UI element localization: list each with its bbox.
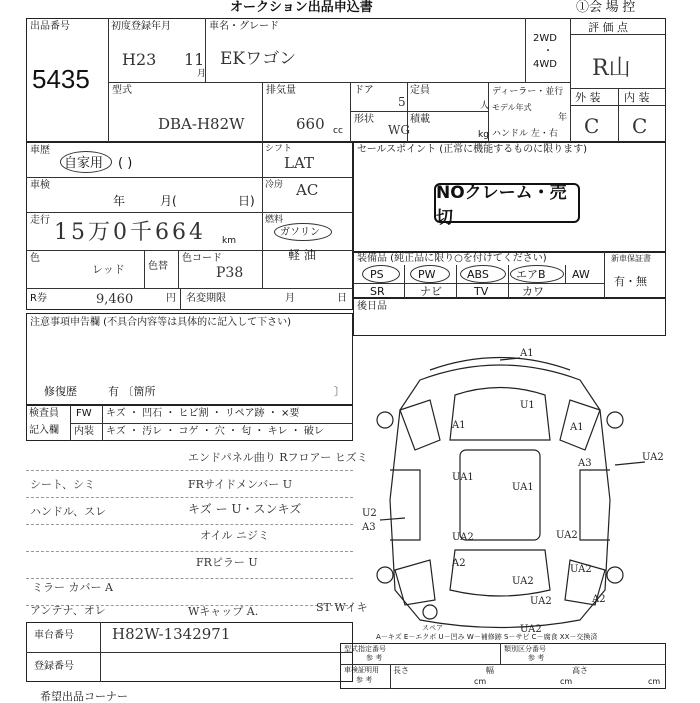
repair-history-close: 〕 (334, 385, 345, 398)
door-label: ドア (354, 85, 374, 96)
inspection-year: 年 (113, 194, 126, 208)
width-label: 幅 (486, 666, 494, 675)
recycle-value: 9,460 (96, 292, 134, 307)
equip-sr: SR (370, 285, 385, 298)
usage-value: 自家用 (64, 156, 104, 171)
capacity-label: 定員 (410, 85, 430, 96)
mark-right-fender: A1 (570, 422, 584, 433)
color-code-label: 色コード (182, 253, 222, 264)
load-label: 積載 (410, 114, 430, 125)
load-unit: kg (478, 130, 489, 140)
reference-label-2: 参 考 (528, 654, 545, 662)
fuel-label: 燃料 (265, 215, 284, 225)
drive-4wd: 4WD (533, 59, 557, 70)
ac-value: AC (296, 181, 319, 199)
mark-left-u2: U2 (362, 508, 377, 519)
height-label: 高さ (572, 666, 588, 675)
no-claim-stamp: NOクレーム・売切 (434, 183, 580, 223)
mileage-unit: km (222, 236, 236, 246)
name-change-day: 日 (337, 293, 347, 304)
footer-corner-label: 希望出品コーナー (40, 690, 128, 703)
model-year-label: モデル年式 (492, 103, 532, 112)
fuel-value: ガソリン (280, 227, 320, 238)
mark-left-door-1: UA1 (452, 472, 474, 483)
mark-left-quarter: A2 (452, 558, 466, 569)
equip-leather: カワ (522, 285, 544, 298)
color-code-value: P38 (216, 265, 244, 281)
note-line-9: アンテナ、オレ (30, 604, 106, 617)
equip-airbag: エアB (516, 268, 546, 281)
warranty-value: 有・無 (614, 275, 647, 288)
interior-items: キズ ・ 汚レ ・ コゲ ・ 穴 ・ 匂 ・ キレ ・ 破レ (106, 426, 324, 437)
recycle-label: R券 (30, 293, 47, 304)
shape-value: WG (388, 123, 410, 137)
note-line-4: ハンドル、スレ (30, 505, 107, 518)
exterior-grade: C (584, 114, 600, 138)
grade-label: 評 価 点 (588, 21, 628, 34)
name-grade-label: 車名・グレード (209, 21, 279, 32)
mark-right-rear: A2 (592, 594, 606, 605)
length-label: 長さ (393, 666, 409, 675)
color-label: 色 (30, 253, 40, 264)
chassis-label: 車台番号 (34, 630, 74, 641)
month-unit: 月 (197, 69, 207, 79)
model-value: DBA-H82W (158, 115, 245, 133)
form-title: オークション出品申込書 (230, 0, 373, 14)
model-designation-label: 型式指定番号 (344, 645, 386, 653)
note-line-7: FRピラー U (196, 556, 258, 569)
shape-label: 形状 (354, 114, 374, 125)
caution-label: 注意事項申告欄 (不具合内容等は具体的に記入して下さい) (30, 317, 291, 328)
color-value: レッド (92, 263, 125, 276)
usage-label: 車歴 (30, 145, 50, 156)
door-value: 5 (398, 95, 406, 109)
reference-label-3: 参 考 (356, 676, 373, 684)
width-unit: cm (560, 677, 573, 686)
interior-label: 内 装 (624, 91, 650, 104)
lot-no-label: 出品番号 (30, 21, 70, 32)
model-label: 型式 (112, 85, 132, 96)
category-label: 類別区分番号 (504, 645, 546, 653)
chassis-number: H82W-1342971 (112, 625, 231, 643)
dealer-label: ディーラー・並行 (492, 87, 564, 97)
venue-copy-label: ①会 場 控 (576, 0, 636, 14)
drive-2wd: 2WD (533, 33, 557, 44)
registration-label: 登録番号 (34, 661, 74, 672)
interior-grade: C (632, 114, 648, 138)
reg-era-year: H23 (122, 50, 157, 69)
inspector-label-1: 検査員 (29, 408, 59, 419)
mark-right-door-2: UA2 (556, 530, 578, 541)
handle-label: ハンドル 左・右 (492, 129, 558, 139)
inspection-day: 日) (238, 194, 255, 208)
exterior-label: 外 装 (575, 91, 601, 104)
inspection-label: 車検 (30, 180, 50, 191)
reg-month: 11 (184, 50, 205, 69)
mark-front-bumper: A1 (520, 348, 534, 359)
height-unit: cm (648, 677, 661, 686)
inspector-label-2: 記入欄 (29, 425, 59, 436)
later-items-label: 後日品 (357, 301, 387, 312)
equipment-label: 装備品 (純正品に限り○を付けてください) (357, 253, 547, 264)
cc-label: 排気量 (266, 85, 296, 96)
ac-label: 冷房 (265, 180, 284, 190)
note-line-2: シート、シミ (30, 478, 96, 491)
equip-aw: AW (572, 268, 590, 281)
length-unit: cm (474, 677, 487, 686)
mark-rear-bumper: UA2 (530, 596, 552, 607)
reference-label-1: 参 考 (366, 654, 383, 662)
car-name: EKワゴン (220, 49, 297, 69)
fw-items: キズ ・ 凹石 ・ ヒビ割 ・ リペア跡 ・ ×要 (106, 408, 300, 419)
mileage-label: 走行 (30, 215, 50, 226)
capacity-unit: 人 (480, 101, 490, 111)
name-change-month: 月 (285, 293, 295, 304)
mark-trunk: UA2 (512, 576, 534, 587)
name-change-label: 名変期限 (186, 293, 226, 304)
fw-label: FW (76, 408, 92, 419)
mark-left-a3: A3 (362, 522, 376, 533)
note-line-10: Wキャップ A. (188, 605, 259, 618)
color-change-label: 色替 (148, 261, 168, 272)
drive-dot: ・ (543, 46, 553, 57)
equip-pw: PW (418, 268, 436, 281)
usage-paren: ( ) (118, 156, 133, 171)
reference-block (340, 643, 666, 689)
equip-abs: ABS (467, 268, 489, 281)
note-line-11: ST Wイキ (316, 601, 368, 614)
interior-items-label: 内装 (74, 426, 94, 437)
spare-label: スペア (422, 624, 443, 632)
mark-left-fender: A1 (452, 420, 466, 431)
mark-roof: UA1 (512, 482, 534, 493)
note-line-3: FRサイドメンバー U (188, 478, 293, 491)
mark-right-door-front: A3 (578, 458, 592, 469)
mark-hood: U1 (520, 400, 535, 411)
note-line-5: キズ ー U・スンキズ (188, 502, 302, 516)
year-unit: 年 (558, 113, 568, 123)
mark-rear-panel: UA2 (520, 624, 542, 635)
cc-unit: cc (333, 126, 343, 136)
repair-history-value: 有 〔箇所 (108, 385, 156, 398)
shift-value: LAT (284, 154, 314, 172)
fuel-alt: 軽 油 (288, 248, 316, 262)
mileage-value: 15万0千664 (54, 220, 206, 245)
note-line-1: エンドパネル曲り Rフロアー ヒズミ (188, 451, 368, 464)
usage-circle (60, 151, 112, 173)
certificate-label: 車検証明用 (344, 666, 379, 674)
recycle-unit: 円 (166, 293, 176, 304)
note-line-8: ミラー カバー A (32, 581, 113, 594)
equip-navi: ナビ (420, 285, 442, 298)
repair-history-label: 修復歴 (44, 385, 77, 398)
later-items-block (353, 298, 666, 336)
damage-legend: A－キズ E－エクボ U－凹み W－補修跡 S－サビ C－腐食 XX－交換済 (376, 633, 598, 641)
mark-right-side: UA2 (642, 452, 664, 463)
car-damage-diagram (360, 340, 680, 640)
reg-year-label: 初度登録年月 (111, 21, 171, 32)
grade-value: R山 (592, 56, 631, 81)
warranty-label: 新車保証書 (611, 254, 651, 263)
inspection-month: 月( (160, 194, 177, 208)
equip-ps: PS (370, 268, 384, 281)
note-line-6: オイル ニジミ (200, 529, 269, 542)
shift-label: シフト (265, 144, 293, 154)
sales-point-label: セールスポイント (正常に機能するものに限ります) (357, 144, 588, 155)
equip-tv: TV (474, 285, 489, 298)
fuel-circle (274, 223, 332, 241)
lot-no-value: 5435 (32, 64, 90, 94)
mark-left-door-2: UA2 (452, 532, 474, 543)
cc-value: 660 (296, 115, 325, 133)
mark-right-quarter: UA2 (570, 564, 592, 575)
